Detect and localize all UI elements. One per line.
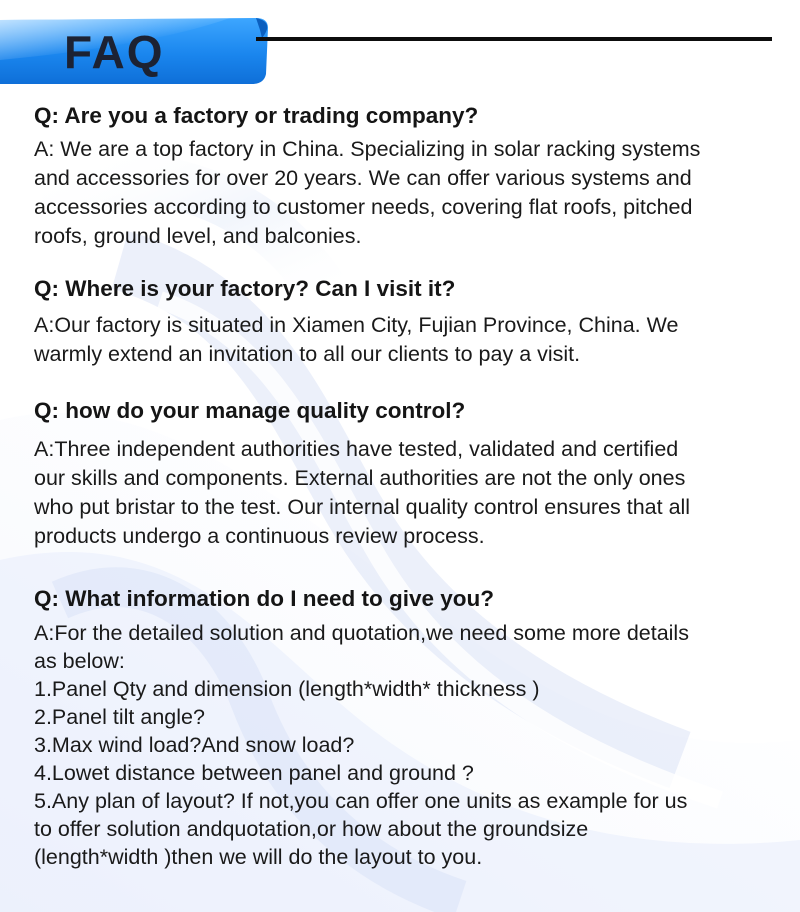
faq-question: Q: how do your manage quality control? <box>34 398 466 423</box>
answer-line: (length*width )then we will do the layout to you. <box>34 845 483 869</box>
answer-line: accessories according to customer needs, covering flat roofs, pitched <box>34 195 693 219</box>
answer-line: A:Our factory is situated in Xiamen City, Fujian Province, China. We <box>34 313 679 337</box>
answer-line: 4.Lowet distance between panel and ground ? <box>34 761 474 785</box>
answer-line: products undergo a continuous review process. <box>34 524 485 548</box>
answer-line: 3.Max wind load?And snow load? <box>34 733 355 757</box>
faq-question: Q: Are you a factory or trading company? <box>34 103 479 128</box>
answer-line: 2.Panel tilt angle? <box>34 705 205 729</box>
answer-line: warmly extend an invitation to all our clients to pay a visit. <box>34 342 581 366</box>
faq-answer <box>34 619 689 871</box>
answer-line: our skills and components. External authorities are not the only ones <box>34 466 686 490</box>
faq-question: Q: What information do I need to give you? <box>34 586 494 611</box>
answer-line: A: We are a top factory in China. Specializing in solar racking systems <box>34 137 701 161</box>
answer-line: and accessories for over 20 years. We can offer various systems and <box>34 166 692 190</box>
answer-line: 1.Panel Qty and dimension (length*width* thickness ) <box>34 677 540 701</box>
answer-line: 5.Any plan of layout? If not,you can offer one units as example for us <box>34 789 688 813</box>
answer-line: roofs, ground level, and balconies. <box>34 224 362 248</box>
faq-question: Q: Where is your factory? Can I visit it? <box>34 276 456 301</box>
faq-answer <box>34 311 678 369</box>
answer-line: as below: <box>34 649 125 673</box>
page-title: FAQ <box>64 26 165 78</box>
answer-line: who put bristar to the test. Our internal quality control ensures that all <box>34 495 691 519</box>
faq-answer <box>34 135 700 251</box>
answer-line: to offer solution andquotation,or how about the groundsize <box>34 817 589 841</box>
answer-line: A:For the detailed solution and quotation,we need some more details <box>34 621 689 645</box>
answer-line: A:Three independent authorities have tested, validated and certified <box>34 437 679 461</box>
faq-answer <box>34 435 690 551</box>
